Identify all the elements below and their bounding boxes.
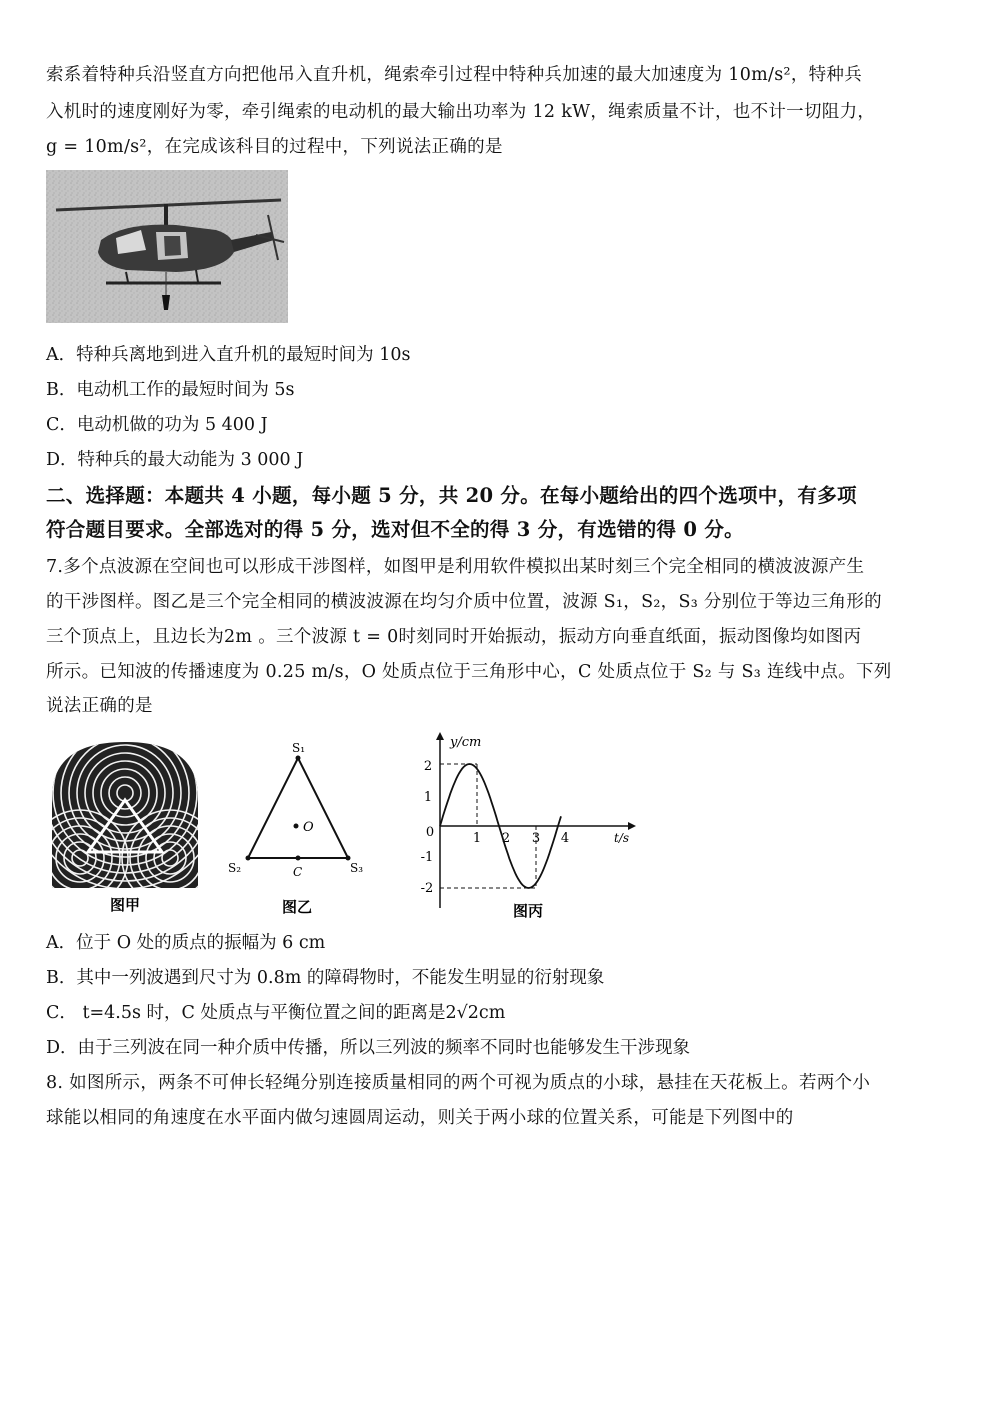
y-tick-2: 2 (423, 759, 433, 774)
q7-line-3: 三个顶点上，且边长为2m 。三个波源 t = 0时刻同时开始振动，振动方向垂直纸面，振动图像均如图丙 (46, 627, 862, 647)
t-tick-2: 2 (501, 831, 511, 846)
q7-option-a: A．位于 O 处的质点的振幅为 6 cm (46, 933, 326, 953)
y-tick-minus-2: -2 (420, 881, 434, 896)
midpoint-c-point (296, 856, 301, 861)
helicopter-photo (46, 170, 288, 323)
label-s1: S₁ (292, 741, 306, 755)
label-s2: S₂ (228, 861, 242, 875)
q6-option-d: D．特种兵的最大动能为 3 000 J (46, 450, 304, 470)
source-s3-point (346, 856, 351, 861)
label-s3: S₃ (350, 861, 364, 875)
t-axis-label: t/s (614, 831, 630, 845)
q7-option-c: C． t=4.5s 时，C 处质点与平衡位置之间的距离是2√2cm (46, 1003, 506, 1023)
q7-option-d: D．由于三列波在同一种介质中传播，所以三列波的频率不同时也能够发生干涉现象 (46, 1038, 691, 1058)
q6-option-b: B．电动机工作的最短时间为 5s (46, 380, 295, 400)
y-tick-1: 1 (423, 790, 433, 805)
figure-bing-vibration-graph (418, 730, 638, 918)
q7-option-b: B．其中一列波遇到尺寸为 0.8m 的障碍物时，不能发生明显的衍射现象 (46, 968, 605, 988)
label-o: O (303, 820, 314, 835)
t-tick-4: 4 (560, 831, 570, 846)
q8-line-2: 球能以相同的角速度在水平面内做匀速圆周运动，则关于两小球的位置关系，可能是下列图中的 (46, 1108, 794, 1128)
q6-option-c: C．电动机做的功为 5 400 J (46, 415, 268, 435)
q8-line-1: 8. 如图所示，两条不可伸长轻绳分别连接质量相同的两个可视为质点的小球，悬挂在天花板上。若两个小 (46, 1073, 871, 1093)
figure-jia-interference (50, 738, 200, 916)
q6-option-a: A．特种兵离地到进入直升机的最短时间为 10s (46, 345, 411, 365)
figure-yi-caption: 图乙 (281, 898, 313, 916)
q6-line-3: g = 10m/s²，在完成该科目的过程中，下列说法正确的是 (46, 137, 503, 157)
section2-heading-line-1: 二、选择题：本题共 4 小题，每小题 5 分，共 20 分。在每小题给出的四个选项中，有多项 (46, 484, 857, 507)
center-o-point (294, 824, 299, 829)
label-c: C (293, 865, 303, 879)
q7-line-2: 的干涉图样。图乙是三个完全相同的横波波源在均匀介质中位置，波源 S₁，S₂，S₃ 分别位于等边三角形的 (46, 592, 882, 612)
t-tick-3: 3 (531, 831, 541, 846)
source-s1-point (296, 756, 301, 761)
source-s2-point (246, 856, 251, 861)
q7-line-4: 所示。已知波的传播速度为 0.25 m/s，O 处质点位于三角形中心，C 处质点位于 S₂ 与 S₃ 连线中点。下列 (46, 662, 892, 682)
q7-line-1: 7.多个点波源在空间也可以形成干涉图样，如图甲是利用软件模拟出某时刻三个完全相同的横波波源产生 (46, 557, 865, 577)
origin-label: 0 (425, 825, 435, 840)
q6-line-1: 索系着特种兵沿竖直方向把他吊入直升机，绳索牵引过程中特种兵加速的最大加速度为 10m/s²，特种兵 (46, 65, 863, 85)
y-axis-label: y/cm (450, 735, 482, 750)
y-tick-minus-1: -1 (420, 850, 434, 865)
q6-line-2: 入机时的速度刚好为零，牵引绳索的电动机的最大输出功率为 12 kW，绳索质量不计，也不计一切阻力， (46, 102, 876, 122)
figure-jia-caption: 图甲 (109, 896, 141, 914)
section2-heading-line-2: 符合题目要求。全部选对的得 5 分，选对但不全的得 3 分，有选错的得 0 分。 (46, 518, 744, 541)
t-tick-1: 1 (472, 831, 482, 846)
figure-bing-caption: 图丙 (512, 902, 544, 918)
q7-line-5: 说法正确的是 (46, 696, 153, 716)
figure-yi-triangle (222, 738, 372, 918)
